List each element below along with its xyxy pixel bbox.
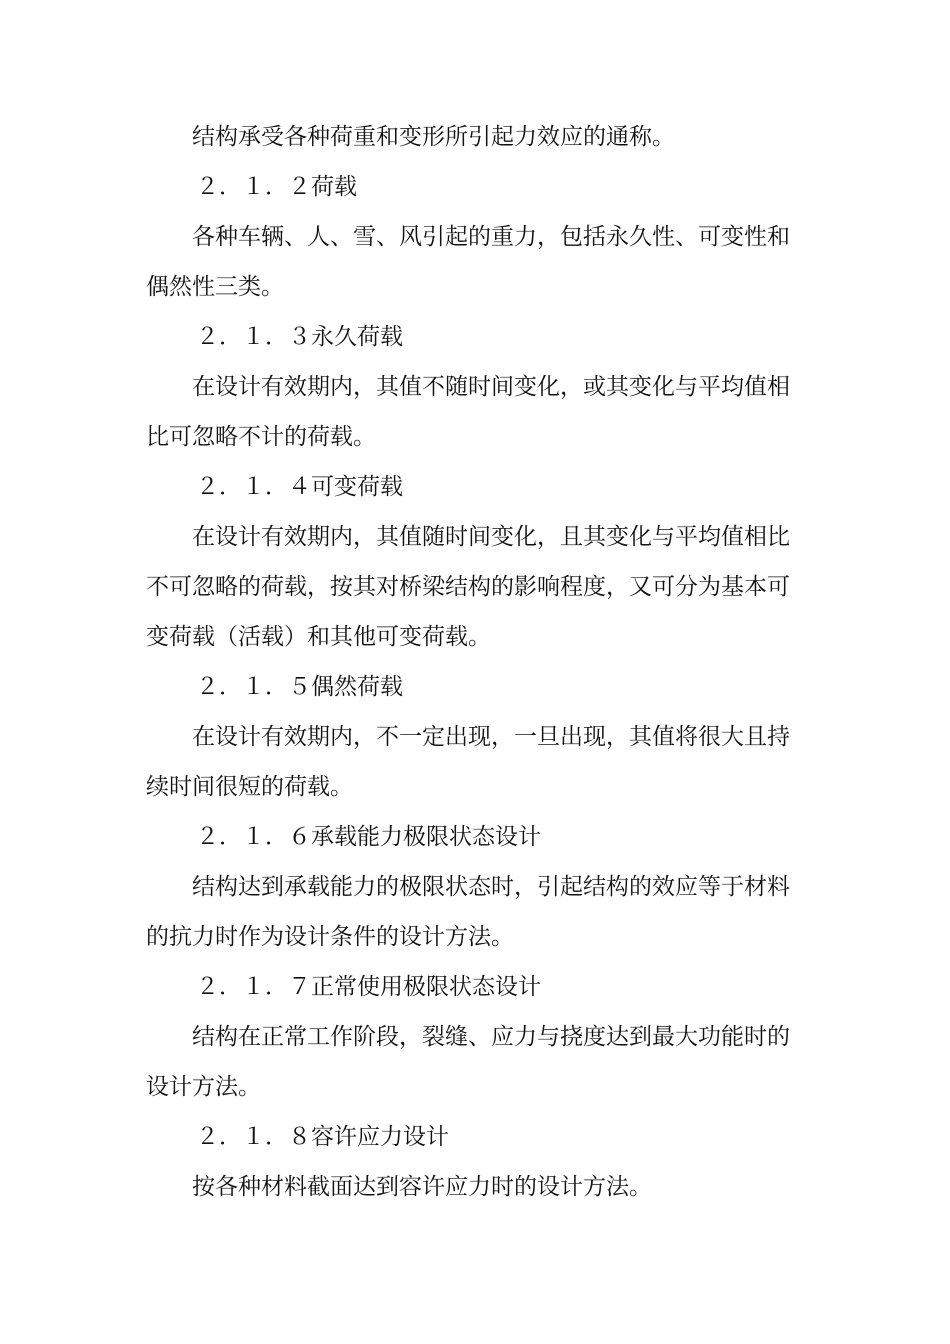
section-heading-2-1-6 bbox=[146, 812, 810, 862]
paragraph-line: 不可忽略的荷载，按其对桥梁结构的影响程度，又可分为基本可 bbox=[146, 574, 790, 600]
section-number: ２．１．８ bbox=[196, 1124, 311, 1150]
paragraph-line: 结构在正常工作阶段，裂缝、应力与挠度达到最大功能时的 bbox=[192, 1024, 790, 1050]
section-title: 可变荷载 bbox=[311, 474, 403, 500]
paragraph-line: 在设计有效期内，不一定出现，一旦出现，其值将很大且持 bbox=[192, 724, 790, 750]
section-number: ２．１．４ bbox=[196, 474, 311, 500]
paragraph-line: 按各种材料截面达到容许应力时的设计方法。 bbox=[192, 1174, 652, 1200]
paragraph-line: 结构达到承载能力的极限状态时，引起结构的效应等于材料 bbox=[192, 874, 790, 900]
section-title: 容许应力设计 bbox=[311, 1124, 449, 1150]
paragraph-line: 设计方法。 bbox=[146, 1074, 261, 1100]
section-heading-2-1-8 bbox=[146, 1112, 810, 1162]
section-title: 承载能力极限状态设计 bbox=[311, 824, 541, 850]
section-heading-2-1-7 bbox=[146, 962, 810, 1012]
section-title: 偶然荷载 bbox=[311, 674, 403, 700]
document-body bbox=[146, 112, 810, 1212]
section-number: ２．１．６ bbox=[196, 824, 311, 850]
section-heading-2-1-3 bbox=[146, 312, 810, 362]
paragraph-line: 变荷载（活载）和其他可变荷载。 bbox=[146, 624, 491, 650]
paragraph-line: 结构承受各种荷重和变形所引起力效应的通称。 bbox=[192, 124, 675, 150]
section-number: ２．１．５ bbox=[196, 674, 311, 700]
paragraph-line: 的抗力时作为设计条件的设计方法。 bbox=[146, 924, 514, 950]
section-number: ２．１．２ bbox=[196, 174, 311, 200]
section-number: ２．１．３ bbox=[196, 324, 311, 350]
paragraph-line: 各种车辆、人、雪、风引起的重力，包括永久性、可变性和 bbox=[192, 224, 790, 250]
paragraph-line: 比可忽略不计的荷载。 bbox=[146, 424, 376, 450]
paragraph-line: 续时间很短的荷载。 bbox=[146, 774, 353, 800]
section-heading-2-1-5 bbox=[146, 662, 810, 712]
section-heading-2-1-4 bbox=[146, 462, 810, 512]
paragraph-line: 偶然性三类。 bbox=[146, 274, 284, 300]
paragraph-line: 在设计有效期内，其值不随时间变化，或其变化与平均值相 bbox=[192, 374, 790, 400]
section-title: 永久荷载 bbox=[311, 324, 403, 350]
section-title: 荷载 bbox=[311, 174, 357, 200]
section-heading-2-1-2 bbox=[146, 162, 810, 212]
section-title: 正常使用极限状态设计 bbox=[311, 974, 541, 1000]
paragraph-line: 在设计有效期内，其值随时间变化，且其变化与平均值相比 bbox=[192, 524, 790, 550]
section-number: ２．１．７ bbox=[196, 974, 311, 1000]
